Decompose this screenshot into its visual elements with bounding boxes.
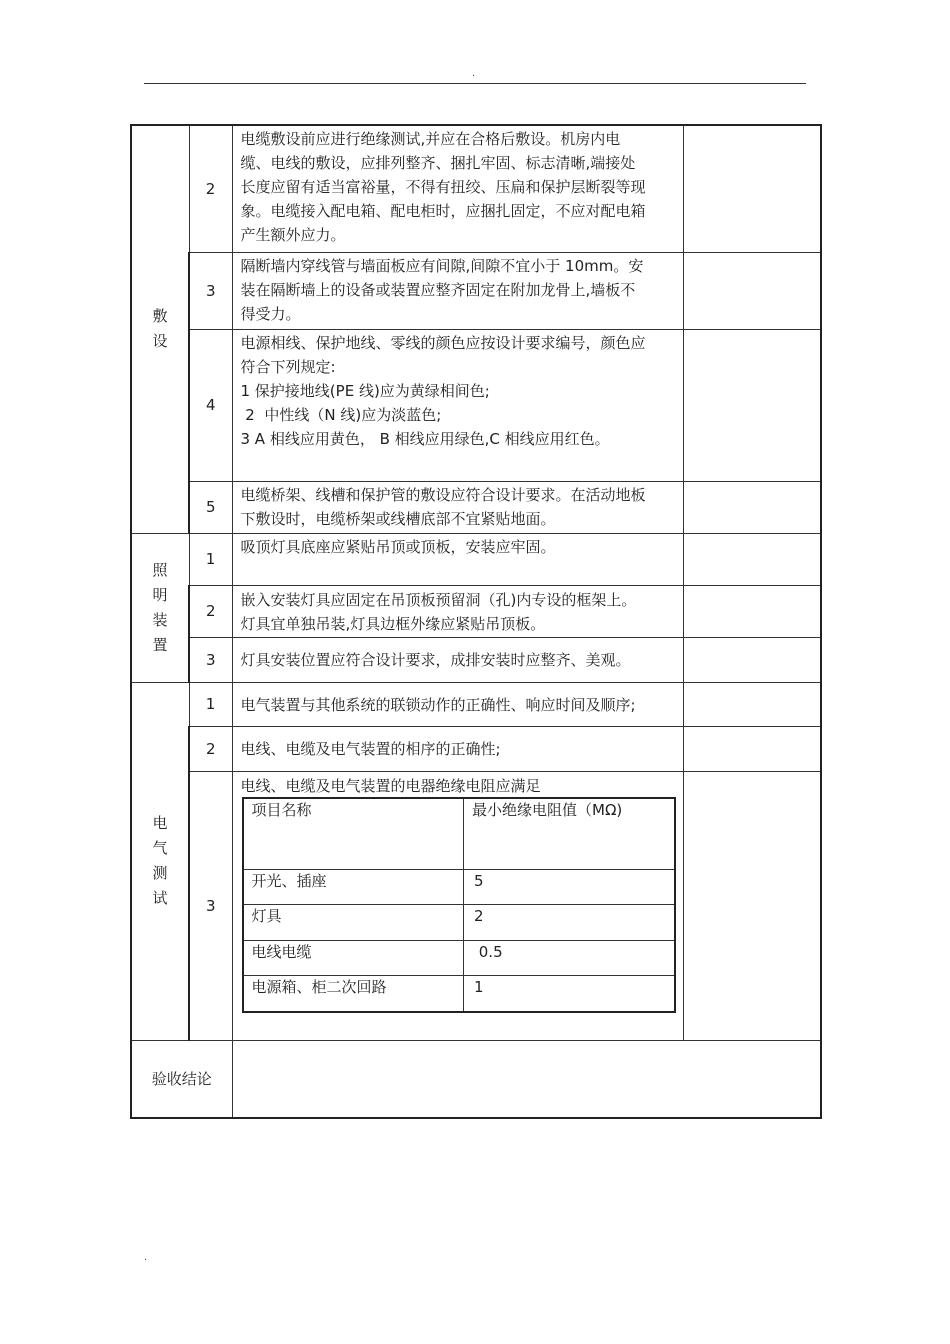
text-line: 3 A 相线应用黄色， B 相线应用绿色,C 相线应用红色。 (240, 429, 610, 448)
text-line: 1 保护接地线(PE 线)应为黄绿相间色; (240, 381, 490, 400)
table-row (131, 585, 821, 637)
table-row (131, 533, 821, 585)
text-line: 电线、电缆及电气装置的电器绝缘电阻应满足 (240, 776, 541, 795)
item-description (232, 481, 683, 533)
column-header: 项目名称 (243, 798, 464, 870)
text-line: 长度应留有适当富裕量，不得有扭绞、压扁和保护层断裂等现 (240, 178, 646, 196)
remarks-cell (683, 771, 821, 1040)
table-row (243, 976, 675, 1012)
table-row (131, 637, 821, 682)
item-description: 电线、电缆及电气装置的相序的正确性; (232, 726, 683, 771)
item-number: 2 (189, 585, 232, 637)
remarks-cell (683, 125, 821, 252)
text-line: 2 中性线（N 线)应为淡蓝色; (240, 405, 442, 424)
item-description (232, 329, 683, 481)
text-line: 电源相线、保护地线、零线的颜色应按设计要求编号，颜色应 (240, 333, 646, 352)
text-line: 吸顶灯具底座应紧贴吊顶或顶板，安装应牢固。 (240, 537, 556, 556)
category-label: 敷设 (152, 307, 168, 351)
table-row (131, 771, 821, 1040)
item-description: 电气装置与其他系统的联锁动作的正确性、响应时间及顺序; (232, 682, 683, 726)
item-number: 4 (189, 329, 232, 481)
text-line: 装在隔断墙上的设备或装置应整齐固定在附加龙骨上,墙板不 (240, 280, 636, 299)
table-row (243, 905, 675, 941)
remarks-cell (683, 585, 821, 637)
remarks-cell (683, 481, 821, 533)
item-number: 2 (189, 726, 232, 771)
item-description (232, 771, 683, 1040)
table-row (131, 726, 821, 771)
table-row (131, 481, 821, 533)
acceptance-table (130, 124, 822, 1119)
category-lighting (131, 533, 189, 682)
category-label: 电气测试 (152, 814, 168, 907)
text-line: 下敷设时，电缆桥架或线槽底部不宜紧贴地面。 (240, 509, 556, 528)
insulation-header-row (243, 798, 675, 870)
text-line: 电缆桥架、线槽和保护管的敷设应符合设计要求。在活动地板 (240, 485, 646, 504)
item-name-cell: 电源箱、柜二次回路 (243, 976, 464, 1012)
remarks-cell (683, 682, 821, 726)
column-header: 最小绝缘电阻值（MΩ) (464, 798, 675, 870)
item-number: 3 (189, 252, 232, 329)
item-name-cell: 灯具 (243, 905, 464, 941)
insulation-table (242, 797, 676, 1013)
item-description (232, 585, 683, 637)
item-description (232, 252, 683, 329)
category-label: 照明装置 (152, 560, 168, 654)
item-number: 5 (189, 481, 232, 533)
text-line: 缆、电线的敷设，应排列整齐、捆扎牢固、标志清晰,端接处 (240, 154, 636, 172)
resistance-cell: 0.5 (464, 941, 675, 976)
item-number: 3 (189, 771, 232, 1040)
text-line: 嵌入安装灯具应固定在吊顶板预留洞（孔)内专设的框架上。 (240, 590, 637, 609)
item-number: 2 (189, 125, 232, 252)
table-row (131, 1040, 821, 1118)
table-row (131, 125, 821, 252)
item-description (232, 637, 683, 682)
item-name-cell: 开光、插座 (243, 870, 464, 905)
header-rule (144, 83, 806, 84)
resistance-cell: 5 (464, 870, 675, 905)
remarks-cell (683, 252, 821, 329)
table-row (131, 252, 821, 329)
table-row (243, 870, 675, 905)
header-mark: . (472, 68, 476, 79)
remarks-cell (683, 533, 821, 585)
table-row (243, 941, 675, 976)
resistance-cell: 2 (464, 905, 675, 941)
category-laying (131, 125, 189, 533)
remarks-cell (683, 637, 821, 682)
remarks-cell (683, 726, 821, 771)
resistance-cell: 1 (464, 976, 675, 1012)
remarks-cell (683, 329, 821, 481)
text-line: 符合下列规定: (240, 357, 336, 376)
table-row (131, 329, 821, 481)
conclusion-label: 验收结论 (131, 1040, 232, 1118)
item-number: 1 (189, 533, 232, 585)
item-description (232, 125, 683, 252)
item-name-cell: 电线电缆 (243, 941, 464, 976)
conclusion-field[interactable] (232, 1040, 821, 1118)
table-row (131, 682, 821, 726)
text-line: 得受力。 (240, 304, 301, 323)
text-line: 灯具宜单独吊装,灯具边框外缘应紧贴吊顶板。 (240, 614, 546, 633)
item-number: 3 (189, 637, 232, 682)
text-line: 电缆敷设前应进行绝缘测试,并应在合格后敷设。机房内电 (240, 130, 621, 148)
item-description (232, 533, 683, 585)
text-line: 灯具安装位置应符合设计要求，成排安装时应整齐、美观。 (240, 651, 631, 669)
category-testing (131, 682, 189, 1040)
item-number: 1 (189, 682, 232, 726)
text-line: 隔断墙内穿线管与墙面板应有间隙,间隙不宜小于 10mm。安 (240, 256, 644, 275)
text-line: 产生额外应力。 (240, 226, 346, 244)
footer-mark: . (144, 1252, 148, 1263)
text-line: 象。电缆接入配电箱、配电柜时，应捆扎固定，不应对配电箱 (240, 202, 646, 220)
